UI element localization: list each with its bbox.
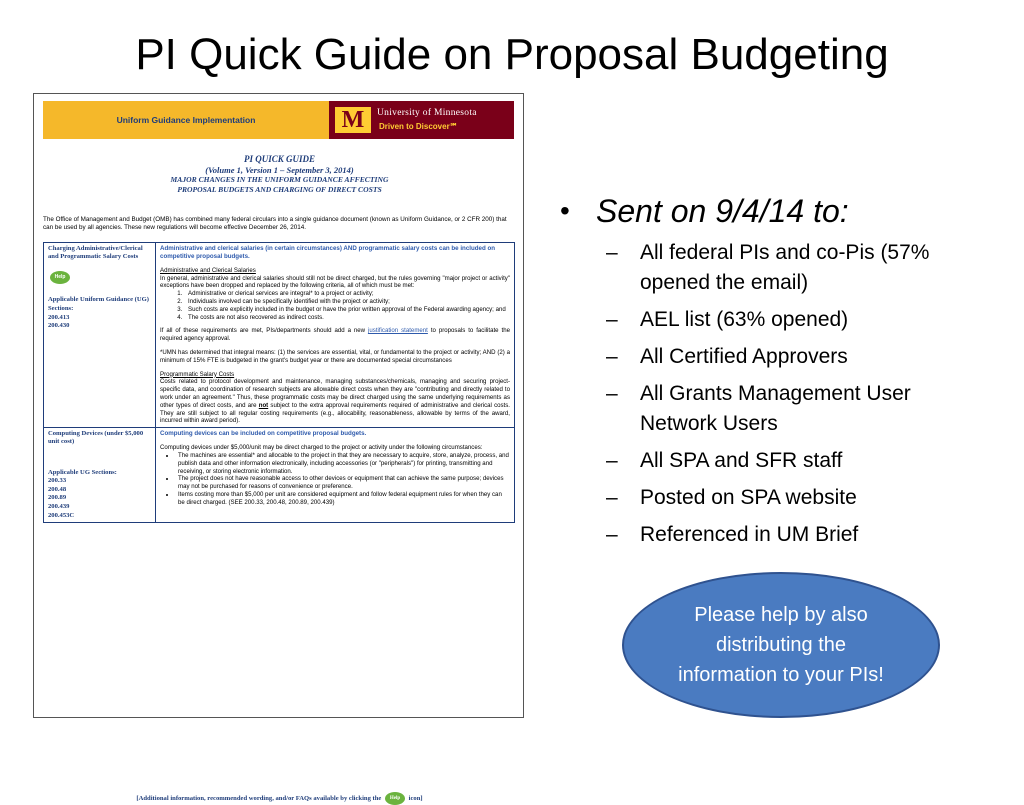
row2-section-item: 200.33 xyxy=(48,477,67,485)
row1-para2-text-end: to proposals to facilitate the required agency approval. xyxy=(160,327,510,343)
list-item: • The machines are essential* and allocable to the project in that they are necessary to acquire, store, analyze, process, and publish data and other information electronically, including accessories (or "peripherals") for printing, transmitting and receiving, or storing electronic information. xyxy=(176,452,510,475)
heading-line-3: MAJOR CHANGES IN THE UNIFORM GUIDANCE AFFECTING xyxy=(170,175,389,185)
row1-para4-text: Costs related to protocol development and maintenance, managing substances/chemicals, managing and securing project-specific data, and coordination of research subjects are allowable direct costs when they are "contributing and directly related to work under an agreement." Thus, these programmatic costs may be direct charged using the same underlying requirements as other types of direct costs, and are xyxy=(160,378,510,409)
heading-line-1: PI QUICK GUIDE xyxy=(243,154,315,164)
help-icon[interactable]: Help xyxy=(50,271,70,284)
row2-section-item: 200.89 xyxy=(48,494,67,502)
row1-para4-text-end: subject to the extra approval requirements required of administrative and clerical costs. They are still subject to all regular costing requirements (e.g., allocability, reasonableness, allowable by terms of the award, incurred within award period). xyxy=(160,401,510,425)
umn-name: University of Minnesota xyxy=(377,108,477,118)
dash-icon: – xyxy=(606,345,618,368)
row1-para4-not: not xyxy=(258,401,269,409)
row1-sections-label: Applicable Uniform Guidance (UG) Sections: xyxy=(48,296,149,313)
dash-icon: – xyxy=(606,486,618,509)
criteria-list xyxy=(184,290,510,321)
dash-icon: – xyxy=(606,449,618,472)
document-intro: The Office of Management and Budget (OMB) has combined many federal circulars into a single guidance document (known as Uniform Guidance, or 2 CFR 200) that can be used by all agencies. These new regulations will become effective December 26, 2014. xyxy=(43,216,507,232)
footer-help-icon[interactable]: Help xyxy=(385,792,405,805)
justification-statement-link[interactable]: justification statement xyxy=(368,327,428,335)
list-item-text: Posted on SPA website xyxy=(640,486,857,509)
distribution-bullets xyxy=(560,190,980,557)
list-item: 1. Administrative or clerical services are integral* to a project or activity; xyxy=(184,290,510,298)
guide-table xyxy=(43,242,515,523)
quick-guide-document xyxy=(33,93,524,803)
row2-lead: Computing devices can be included on competitive proposal budgets. xyxy=(160,430,367,438)
umn-logo-icon: M xyxy=(335,107,371,133)
list-item-text: All Certified Approvers xyxy=(640,345,848,368)
document-header xyxy=(43,101,514,139)
umn-tagline: Driven to Discover℠ xyxy=(379,122,458,131)
list-item-text: All Grants Management User Network Users xyxy=(640,382,911,435)
callout-text: Please help by also distributing the information to your PIs! xyxy=(678,604,884,686)
document-footer xyxy=(34,792,525,805)
row1-para4 xyxy=(160,378,510,425)
row1-subheading-admin: Administrative and Clerical Salaries xyxy=(160,266,256,274)
row1-section-item: 200.430 xyxy=(48,322,70,330)
row1-para2-text: If all of these requirements are met, PIs/departments should add a new xyxy=(160,327,369,335)
heading-line-4: PROPOSAL BUDGETS AND CHARGING OF DIRECT COSTS xyxy=(177,184,382,194)
list-item xyxy=(560,446,980,476)
slide-title: PI Quick Guide on Proposal Budgeting xyxy=(135,30,889,79)
list-item xyxy=(560,238,980,298)
list-item xyxy=(560,483,980,513)
umn-banner xyxy=(329,101,514,139)
list-item: 4. The costs are not also recovered as indirect costs. xyxy=(184,314,510,322)
row2-section-item: 200.48 xyxy=(48,485,67,493)
uniform-guidance-banner: Uniform Guidance Implementation xyxy=(43,101,329,139)
row1-subheading-programmatic: Programmatic Salary Costs xyxy=(160,370,235,378)
row1-lead: Administrative and clerical salaries (in certain circumstances) AND programmatic salary costs can be included on competitive proposal budgets. xyxy=(160,245,496,260)
document-heading xyxy=(34,154,525,194)
heading-line-2: (Volume 1, Version 1 – September 3, 2014) xyxy=(205,164,354,175)
row2-para1: Computing devices under $5,000/unit may be direct charged to the project or activity under the following circumstances: xyxy=(160,444,483,452)
list-item: • Items costing more than $5,000 per unit are considered equipment and follow federal equipment rules for when they can be direct charged. (SEE 200.33, 200.48, 200.89, 200.439) xyxy=(176,491,510,507)
list-item xyxy=(560,342,980,372)
bullet-dot-icon: • xyxy=(560,195,570,226)
row1-para3: *UMN has determined that integral means: (1) the services are essential, vital, or fundamental to the project or activity; AND (2) a minimum of 15% FTE is budgeted in the grant's budget year or there are documented special circumstances xyxy=(160,349,510,364)
main-bullet xyxy=(560,190,980,232)
list-item-text: All SPA and SFR staff xyxy=(640,449,843,472)
row1-section-item: 200.413 xyxy=(48,313,70,321)
list-item: 2. Individuals involved can be specifically identified with the project or activity; xyxy=(184,298,510,306)
row2-sections-label: Applicable UG Sections: xyxy=(48,468,117,476)
list-item xyxy=(560,305,980,335)
footer-text: [Additional information, recommended wording, and/or FAQs available by clicking the xyxy=(136,795,382,803)
table-row xyxy=(44,243,515,428)
row1-para2 xyxy=(160,327,510,343)
row2-title: Computing Devices (under $5,000 unit cost) xyxy=(48,430,144,446)
row2-left-cell xyxy=(44,428,156,523)
row1-left-cell xyxy=(44,243,156,428)
help-callout xyxy=(622,572,940,718)
row2-sections xyxy=(48,469,151,520)
dash-icon: – xyxy=(606,382,618,405)
list-item: 3. Such costs are explicitly included in the budget or have the prior written approval of the Federal awarding agency; and xyxy=(184,306,510,314)
row1-sections xyxy=(48,296,151,330)
table-row xyxy=(44,428,515,523)
row1-title: Charging Administrative/Clerical and Programmatic Salary Costs xyxy=(48,245,143,261)
list-item-text: Referenced in UM Brief xyxy=(640,523,859,546)
row1-right-cell xyxy=(156,243,515,428)
row1-para1: In general, administrative and clerical salaries should still not be direct charged, but the rules governing "major project or activity" exceptions have been dropped and replaced by the following criteria, all of which must be met: xyxy=(160,274,510,290)
row2-right-cell xyxy=(156,428,515,523)
dash-icon: – xyxy=(606,308,618,331)
list-item-text: AEL list (63% opened) xyxy=(640,308,849,331)
list-item: • The project does not have reasonable access to other devices or equipment that can achieve the same purpose; devices may not be purchased for reasons of convenience or preference. xyxy=(176,475,510,491)
list-item xyxy=(560,520,980,550)
row2-section-item: 200.439 xyxy=(48,502,70,510)
main-bullet-text: Sent on 9/4/14 to: xyxy=(596,193,849,229)
list-item-text: All federal PIs and co-Pis (57% opened the email) xyxy=(640,241,930,294)
footer-text-end: icon] xyxy=(408,795,423,803)
sub-bullet-list xyxy=(560,238,980,550)
dash-icon: – xyxy=(606,523,618,546)
list-item xyxy=(560,379,980,439)
dash-icon: – xyxy=(606,241,618,264)
computing-devices-list xyxy=(176,452,510,507)
row2-section-item: 200.453C xyxy=(48,511,75,519)
